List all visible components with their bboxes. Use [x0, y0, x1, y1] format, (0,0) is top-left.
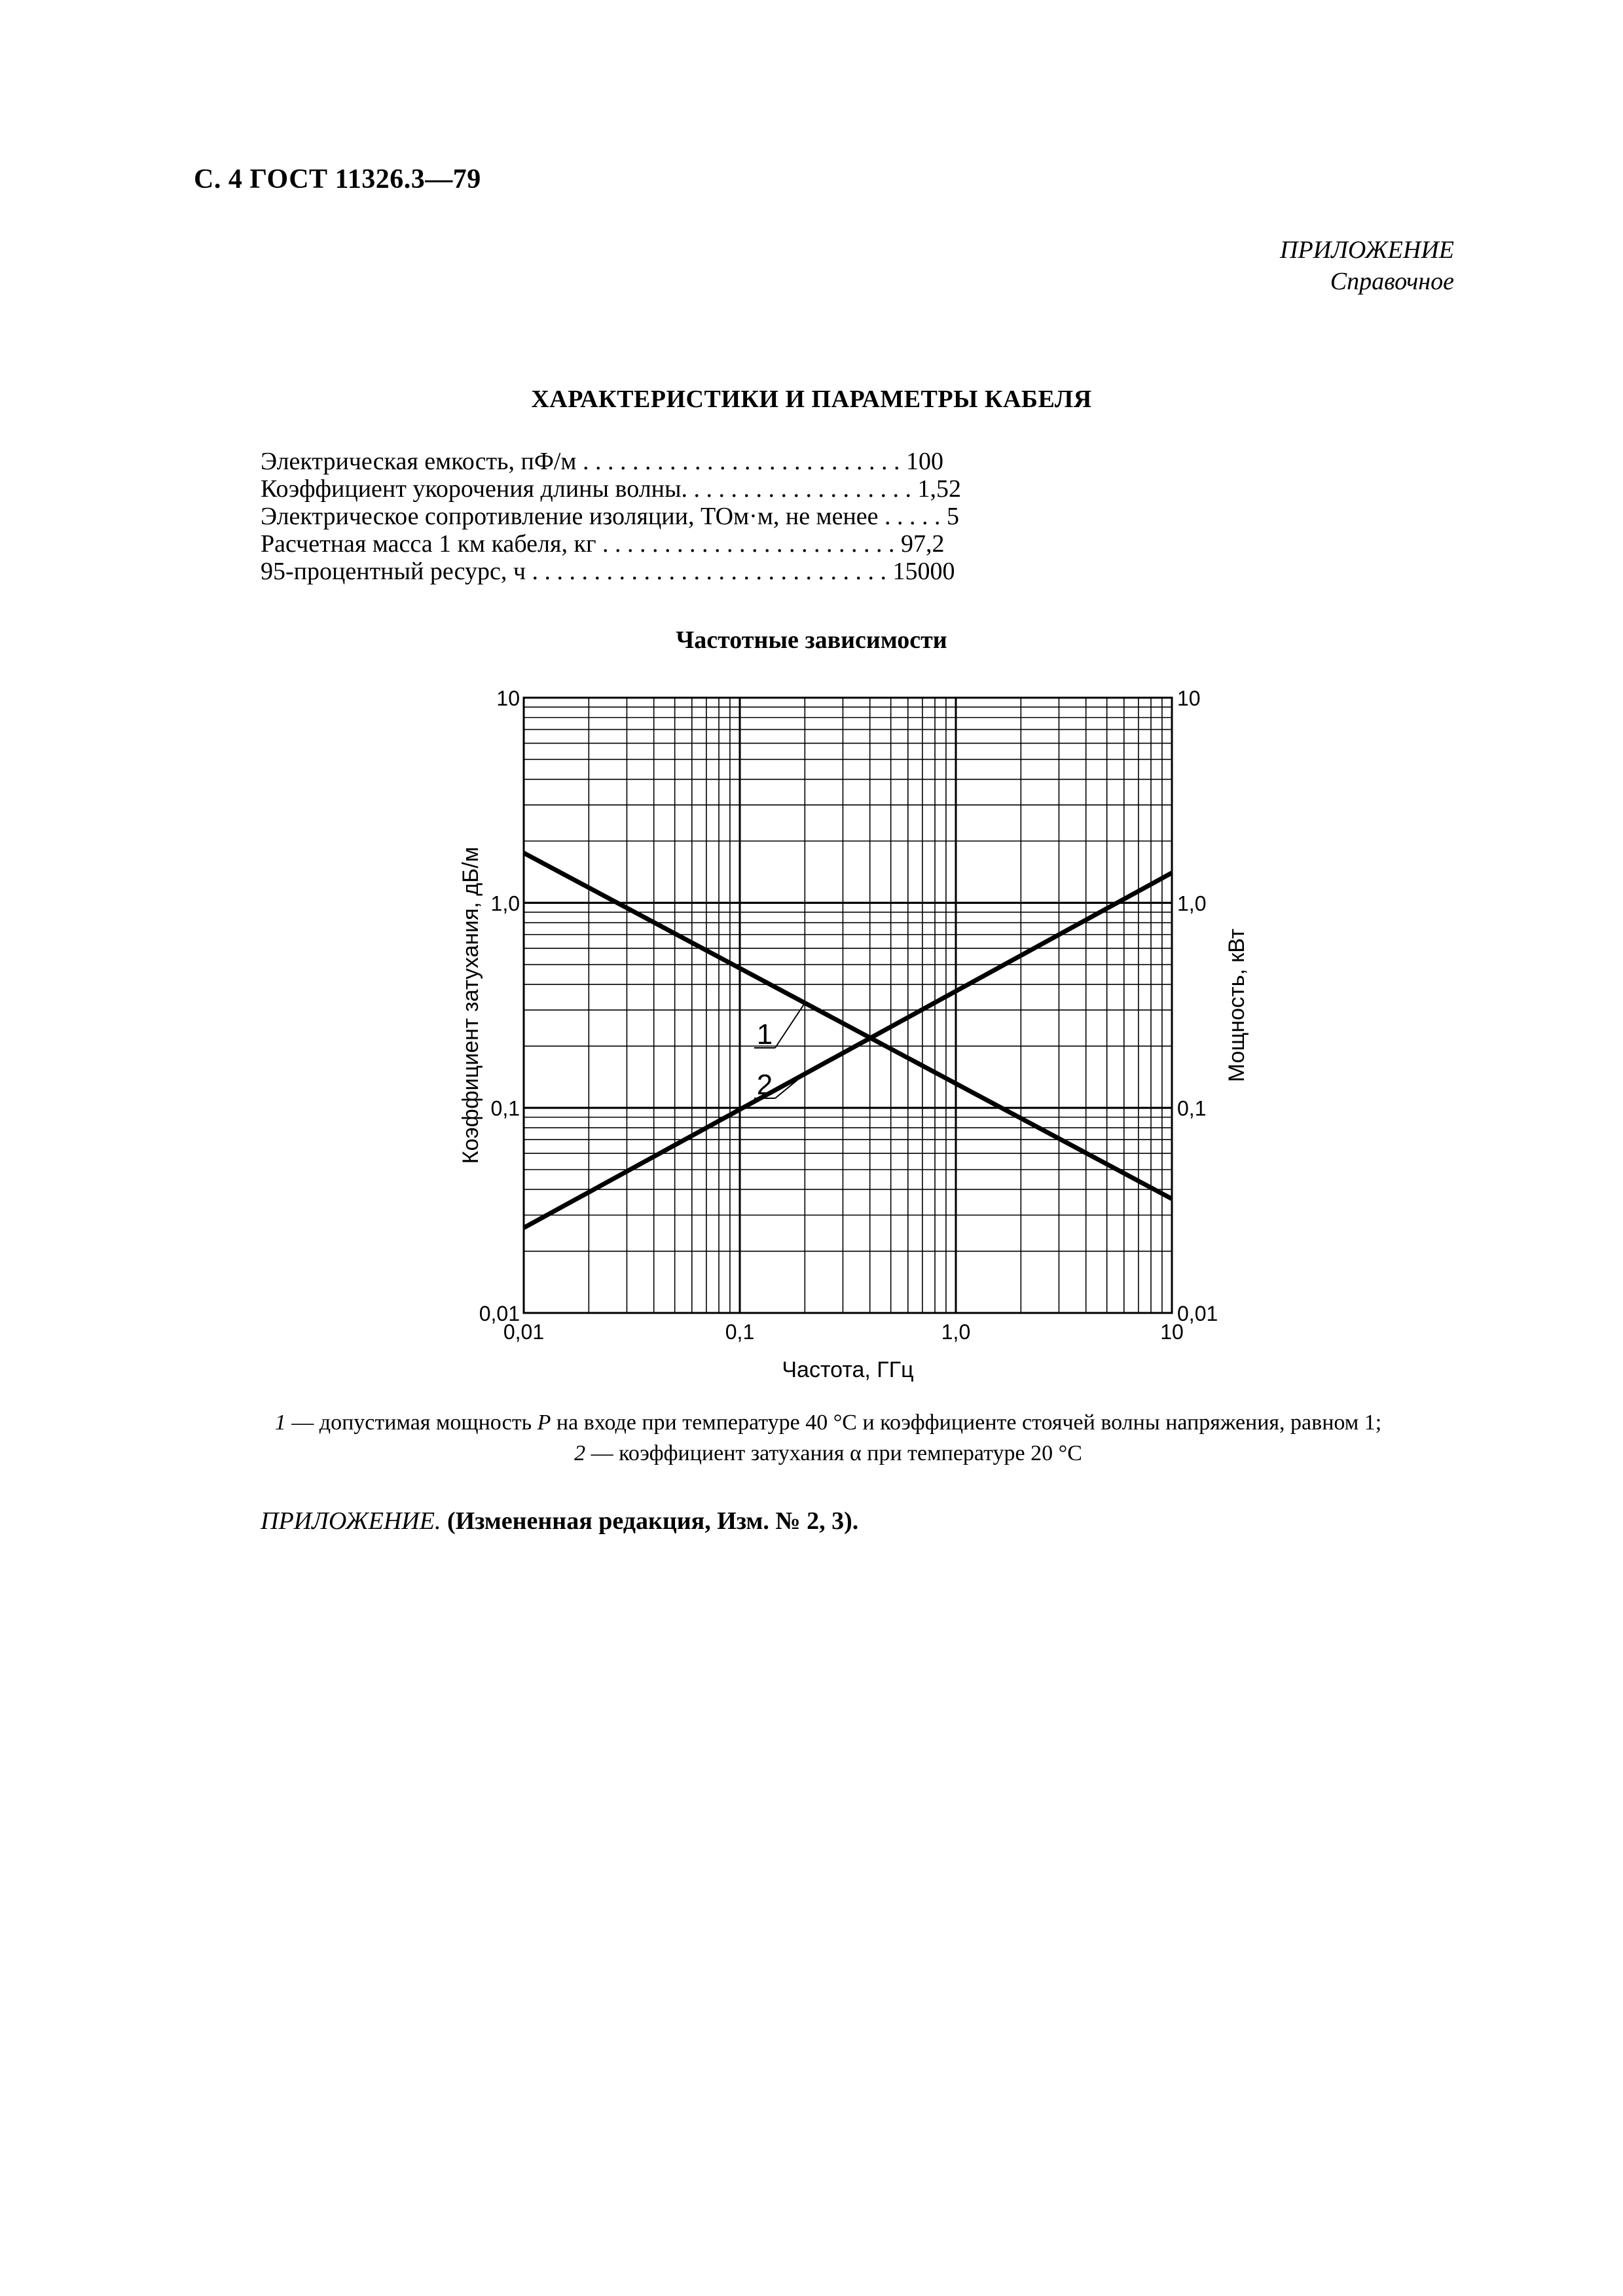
appendix-block — [1280, 234, 1454, 297]
x-tick-label: 10 — [1160, 1320, 1184, 1344]
plot-frame — [524, 698, 1172, 1313]
x-tick-label: 0,01 — [503, 1320, 545, 1344]
grid-major — [524, 698, 1172, 1313]
parameter-row: Электрическая емкость, пФ/м . . . . . . . . . . . . . . . . . . . . . . . . . . 100 — [261, 448, 943, 475]
y-axis-label-left: Коэффициент затухания, дБ/м — [458, 846, 483, 1164]
x-tick-label: 0,1 — [725, 1320, 755, 1344]
legend-line-1 — [196, 1407, 1460, 1438]
y-tick-label-left: 10 — [496, 687, 520, 710]
legend-text-1: — допустимая мощность — [285, 1410, 538, 1435]
appendix-type: Справочное — [1330, 268, 1454, 295]
footer-note — [261, 1507, 858, 1535]
parameter-row: Расчетная масса 1 км кабеля, кг . . . . . . . . . . . . . . . . . . . . . . . . 97,2 — [261, 530, 945, 558]
legend-num-1: 1 — [274, 1410, 286, 1435]
legend-text-2: — коэффициент затухания α при температуре 20 °С — [585, 1441, 1082, 1465]
x-axis-label: Частота, ГГц — [782, 1357, 914, 1382]
parameter-row: Коэффициент укорочения длины волны. . . . . . . . . . . . . . . . . . . 1,52 — [261, 475, 962, 503]
chart-title: Частотные зависимости — [676, 626, 947, 654]
y-axis-label-right: Мощность, кВт — [1224, 928, 1249, 1083]
grid-minor — [524, 698, 1172, 1313]
series-line-2 — [524, 873, 1172, 1228]
y-tick-label-left: 0,01 — [479, 1302, 520, 1325]
series-layer — [524, 853, 1172, 1228]
y-tick-label-right: 10 — [1177, 687, 1201, 710]
parameters-list — [261, 448, 961, 585]
y-tick-label-left: 0,1 — [490, 1096, 520, 1121]
frequency-chart — [452, 681, 1257, 1401]
chart-legend — [196, 1407, 1460, 1469]
footer-text: (Измененная редакция, Изм. № 2, 3). — [441, 1507, 859, 1535]
series-line-1 — [524, 853, 1172, 1199]
page-header: С. 4 ГОСТ 11326.3—79 — [194, 164, 481, 194]
y-tick-label-right: 0,01 — [1177, 1302, 1218, 1325]
appendix-label: ПРИЛОЖЕНИЕ — [1280, 236, 1454, 264]
series-label-1: 1 — [756, 1018, 773, 1050]
y-tick-label-left: 1,0 — [490, 891, 520, 916]
x-tick-label: 1,0 — [941, 1320, 971, 1344]
legend-text-1-rest: на входе при температуре 40 °С и коэффициенте стоячей волны напряжения, равном 1; — [551, 1410, 1382, 1435]
series-label-2: 2 — [756, 1069, 773, 1101]
y-tick-label-right: 1,0 — [1177, 891, 1207, 916]
footer-label: ПРИЛОЖЕНИЕ. — [261, 1507, 441, 1535]
legend-var: P — [537, 1410, 551, 1435]
legend-num-2: 2 — [574, 1441, 586, 1465]
y-tick-label-right: 0,1 — [1177, 1096, 1207, 1121]
parameter-row: 95-процентный ресурс, ч . . . . . . . . . . . . . . . . . . . . . . . . . . . . . 15000 — [261, 558, 955, 585]
parameter-row: Электрическое сопротивление изоляции, ТОм·м, не менее . . . . . 5 — [261, 503, 960, 530]
document-title: ХАРАКТЕРИСТИКИ И ПАРАМЕТРЫ КАБЕЛЯ — [531, 386, 1092, 413]
legend-line-2 — [196, 1438, 1460, 1469]
